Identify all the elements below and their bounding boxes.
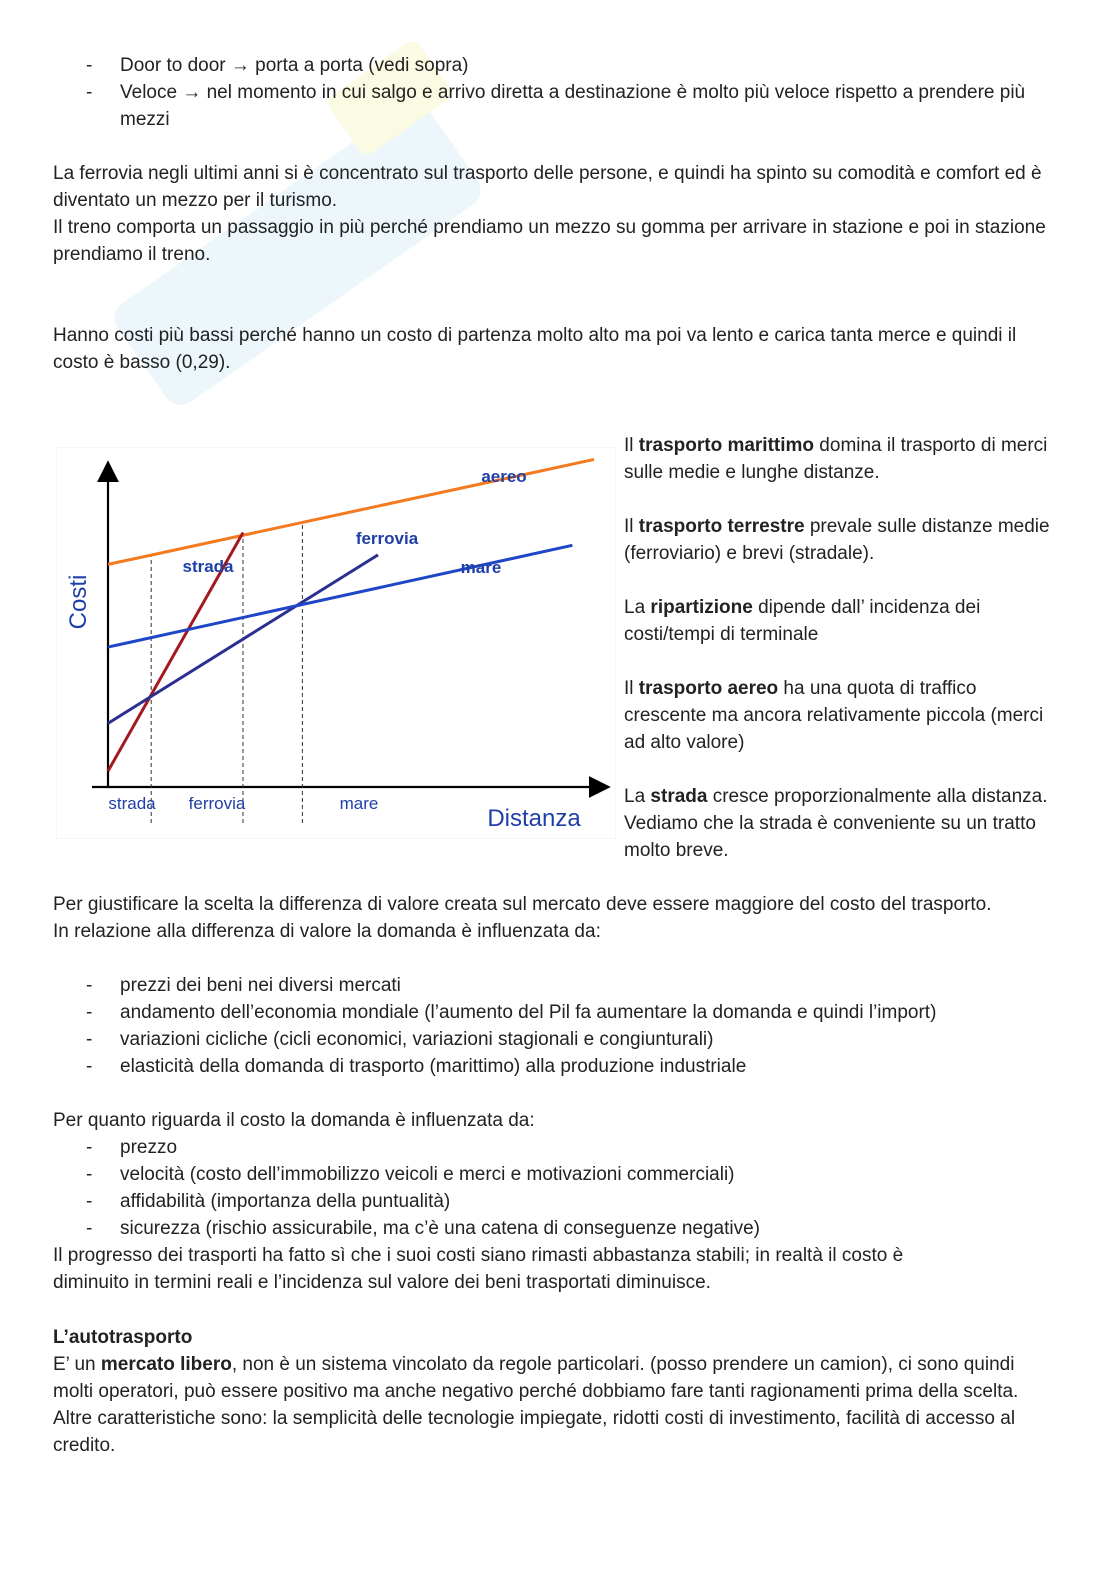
region-label-mare: mare [339, 794, 379, 813]
list-item: - prezzi dei beni nei diversi mercati [53, 972, 1053, 999]
list-item: - prezzo [53, 1134, 1053, 1161]
text-span: E’ un [53, 1354, 101, 1375]
text-span: Il [624, 678, 639, 699]
paragraph-valore [53, 891, 1053, 945]
list-item: - sicurezza (rischio assicurabile, ma c’è una catena di conseguenze negative) [53, 1215, 1053, 1242]
text-span: Il [624, 435, 639, 456]
heading-text: L’autotrasporto [53, 1327, 193, 1348]
bold-term: trasporto aereo [638, 678, 779, 699]
paragraph-costo-intro: Per quanto riguarda il costo la domanda è influenzata da: [53, 1110, 535, 1131]
list-item: - Door to door → porta a porta (vedi sopra) [53, 52, 1053, 79]
paragraph-line: La ferrovia negli ultimi anni si è concentrato sul trasporto delle persone, e quindi ha spinto su comodità e comfort ed è diventato un mezzo per il turismo. [53, 163, 1042, 211]
chart-explanation [624, 432, 1064, 891]
section-autotrasporto [53, 1324, 1053, 1459]
cost-distance-chart [56, 447, 616, 839]
text-span: cresce proporzionalmente alla distanza. Vediamo che la strada è conveniente su un tratto molto breve. [624, 786, 1048, 861]
text-span: dipende dall’ incidenza dei costi/tempi di terminale [624, 597, 981, 645]
explanation-paragraph [624, 594, 1064, 648]
section-heading [53, 1324, 1053, 1351]
text-span: prevale sulle distanze medie (ferroviario) e brevi (stradale). [624, 516, 1050, 564]
chart-background [56, 447, 616, 839]
list-item: - Veloce → nel momento in cui salgo e arrivo diretta a destinazione è molto più veloce rispetto a prendere più mezzi [53, 79, 1053, 133]
x-axis-label: Distanza [487, 805, 581, 832]
text-span: Il [624, 516, 639, 537]
series-label-strada: strada [182, 557, 234, 576]
bold-term: trasporto terrestre [638, 516, 805, 537]
series-label-mare: mare [460, 558, 502, 577]
list-item: - andamento dell’economia mondiale (l’aumento del Pil fa aumentare la domanda e quindi l’import) [53, 999, 1053, 1026]
paragraph-line: Il treno comporta un passaggio in più perché prendiamo un mezzo su gomma per arrivare in stazione e poi in stazione prendiamo il treno. [53, 217, 1046, 265]
text-span: domina il trasporto di merci sulle medie e lunghe distanze. [624, 435, 1048, 483]
section-body [53, 1351, 1053, 1459]
series-label-aereo: aereo [481, 467, 527, 486]
list-item: - velocità (costo dell’immobilizzo veicoli e merci e motivazioni commerciali) [53, 1161, 1053, 1188]
text-span: , non è un sistema vincolato da regole particolari. (posso prendere un camion), ci sono quindi molti operatori, può essere positivo ma anche negativo perché dobbiamo fare tanti ragionamenti prima della scelta. Altre caratteristiche sono: la semplicità delle tecnologie impiegate, ridotti costi di investimento, facilità di accesso al credito. [53, 1354, 1019, 1456]
region-label-ferrovia: ferrovia [188, 794, 246, 813]
bold-term: trasporto marittimo [638, 435, 815, 456]
paragraph-ferrovia [53, 160, 1053, 268]
list-costo [53, 1134, 1053, 1242]
list-valore [53, 972, 1053, 1080]
explanation-paragraph [624, 675, 1064, 756]
text-span: La [624, 597, 651, 618]
paragraph-line: In relazione alla differenza di valore la domanda è influenzata da: [53, 921, 601, 942]
text-span: ha una quota di traffico crescente ma ancora relativamente piccola (merci ad alto valore) [624, 678, 1044, 753]
bold-term: mercato libero [100, 1354, 232, 1375]
explanation-paragraph [624, 513, 1064, 567]
bold-term: strada [650, 786, 708, 807]
explanation-paragraph [624, 432, 1064, 486]
text-span: La [624, 786, 651, 807]
list-item: - variazioni cicliche (cicli economici, variazioni stagionali e congiunturali) [53, 1026, 1053, 1053]
y-axis-label: Costi [65, 574, 92, 630]
list-item: - affidabilità (importanza della puntualità) [53, 1188, 1053, 1215]
paragraph-progresso: Il progresso dei trasporti ha fatto sì che i suoi costi siano rimasti abbastanza stabili; in realtà il costo è diminuito in termini reali e l’incidenza sul valore dei beni trasportati diminuisce. [53, 1245, 904, 1293]
paragraph-costi: Hanno costi più bassi perché hanno un costo di partenza molto alto ma poi va lento e carica tanta merce e quindi il costo è basso (0,29). [53, 325, 1017, 373]
series-label-ferrovia: ferrovia [355, 529, 419, 548]
bold-term: ripartizione [650, 597, 753, 618]
explanation-paragraph [624, 783, 1064, 864]
paragraph-line: Per giustificare la scelta la differenza di valore creata sul mercato deve essere maggiore del costo del trasporto. [53, 894, 992, 915]
list-item: - elasticità della domanda di trasporto (marittimo) alla produzione industriale [53, 1053, 1053, 1080]
chart-svg [56, 447, 616, 839]
list-top [53, 52, 1053, 133]
region-label-strada: strada [108, 794, 156, 813]
